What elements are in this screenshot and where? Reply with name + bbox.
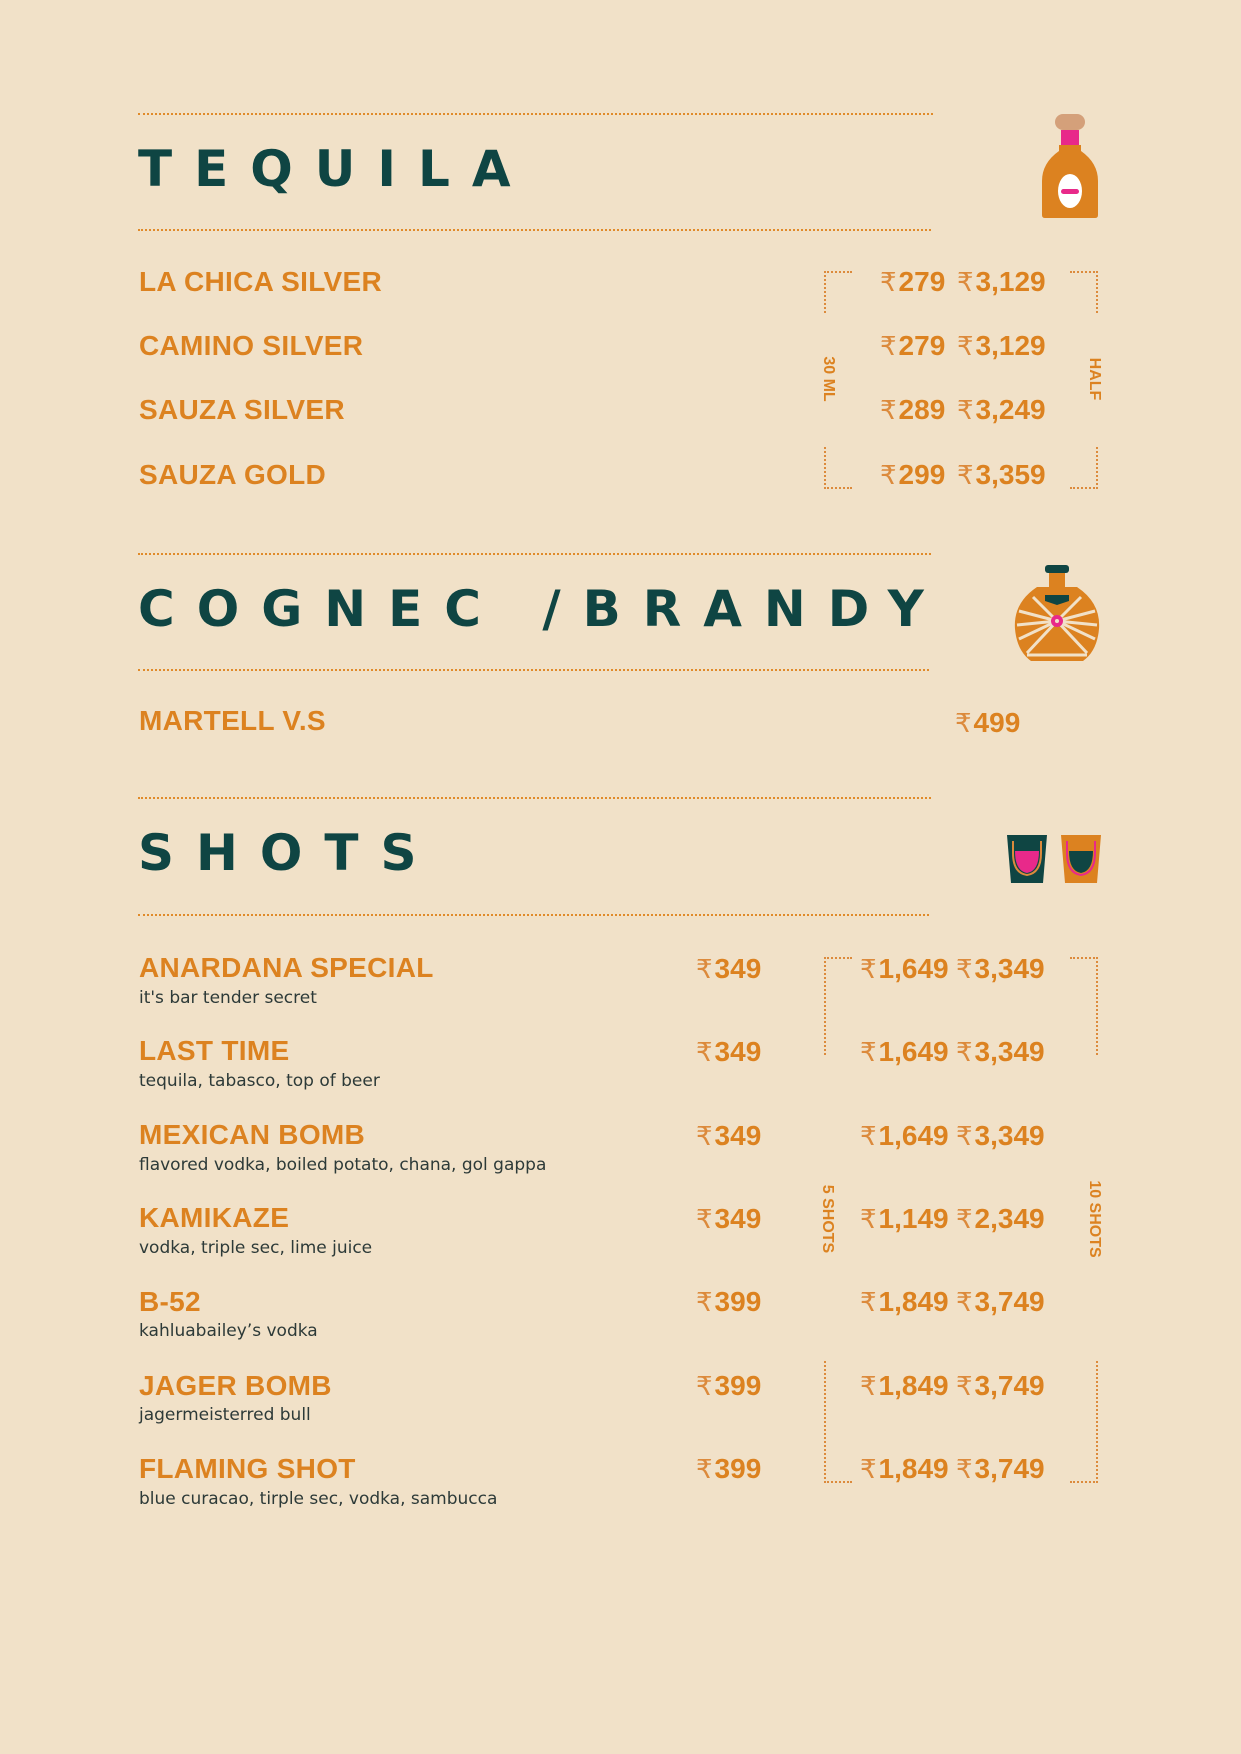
price-5-shots: ₹1,849	[860, 1286, 949, 1317]
shot-glasses-icon	[1005, 833, 1103, 885]
item-description: kahluabailey’s vodka	[139, 1321, 318, 1341]
item-name: JAGER BOMB	[139, 1370, 332, 1401]
tequila-bottle-icon	[1040, 113, 1100, 221]
price-30ml: ₹279	[880, 330, 946, 361]
price-5-shots: ₹1,649	[860, 1120, 949, 1151]
size-label-30ml: 30 ML	[820, 356, 837, 402]
price-single: ₹349	[696, 1120, 762, 1151]
bracket	[824, 271, 852, 313]
bracket	[824, 957, 852, 1055]
price-half: ₹3,249	[957, 394, 1046, 425]
price-5-shots: ₹1,149	[860, 1203, 949, 1234]
bracket	[1070, 271, 1098, 313]
price-half: ₹3,359	[957, 459, 1046, 490]
item-name: ANARDANA SPECIAL	[139, 952, 434, 983]
divider	[138, 113, 933, 115]
price-single: ₹349	[696, 953, 762, 984]
price-single: ₹399	[696, 1370, 762, 1401]
item-name: MEXICAN BOMB	[139, 1119, 366, 1150]
item-name: MARTELL V.S	[139, 705, 326, 736]
item-name: LA CHICA SILVER	[139, 266, 383, 297]
price-single: ₹349	[696, 1203, 762, 1234]
price-10-shots: ₹2,349	[956, 1203, 1045, 1234]
item-name: SAUZA GOLD	[139, 459, 327, 490]
price-5-shots: ₹1,849	[860, 1370, 949, 1401]
divider	[138, 553, 931, 555]
price-single: ₹399	[696, 1453, 762, 1484]
item-name: B-52	[139, 1286, 201, 1317]
bracket	[824, 1361, 852, 1483]
section-title-shots: SHOTS	[138, 824, 439, 882]
item-description: flavored vodka, boiled potato, chana, gol gappa	[139, 1155, 547, 1175]
price: ₹499	[955, 707, 1021, 738]
price-10-shots: ₹3,749	[956, 1453, 1045, 1484]
price-10-shots: ₹3,749	[956, 1286, 1045, 1317]
bracket	[824, 447, 852, 489]
price-30ml: ₹299	[880, 459, 946, 490]
price-30ml: ₹279	[880, 266, 946, 297]
price-half: ₹3,129	[957, 266, 1046, 297]
item-description: it's bar tender secret	[139, 988, 317, 1008]
bracket	[1070, 957, 1098, 1055]
item-name: KAMIKAZE	[139, 1202, 290, 1233]
item-description: jagermeisterred bull	[139, 1405, 311, 1425]
price-10-shots: ₹3,349	[956, 1036, 1045, 1067]
divider	[138, 914, 929, 916]
price-5-shots: ₹1,649	[860, 1036, 949, 1067]
item-description: vodka, triple sec, lime juice	[139, 1238, 373, 1258]
divider	[138, 669, 929, 671]
bracket	[1070, 447, 1098, 489]
price-10-shots: ₹3,749	[956, 1370, 1045, 1401]
price-5-shots: ₹1,849	[860, 1453, 949, 1484]
size-label-half: HALF	[1086, 357, 1103, 401]
price-single: ₹399	[696, 1286, 762, 1317]
section-title-tequila: TEQUILA	[138, 140, 533, 198]
price-30ml: ₹289	[880, 394, 946, 425]
item-description: tequila, tabasco, top of beer	[139, 1071, 380, 1091]
section-title-cognac: COGNEC /BRANDY	[138, 580, 946, 638]
price-10-shots: ₹3,349	[956, 1120, 1045, 1151]
divider	[138, 229, 931, 231]
price-10-shots: ₹3,349	[956, 953, 1045, 984]
price-half: ₹3,129	[957, 330, 1046, 361]
item-name: FLAMING SHOT	[139, 1453, 356, 1484]
price-single: ₹349	[696, 1036, 762, 1067]
bracket	[1070, 1361, 1098, 1483]
size-label-5-shots: 5 SHOTS	[819, 1184, 836, 1254]
item-name: LAST TIME	[139, 1035, 290, 1066]
item-name: SAUZA SILVER	[139, 394, 345, 425]
price-5-shots: ₹1,649	[860, 953, 949, 984]
size-label-10-shots: 10 SHOTS	[1086, 1180, 1103, 1258]
divider	[138, 797, 931, 799]
item-name: CAMINO SILVER	[139, 330, 364, 361]
cognac-decanter-icon	[1013, 563, 1101, 667]
item-description: blue curacao, tirple sec, vodka, sambucca	[139, 1489, 498, 1509]
